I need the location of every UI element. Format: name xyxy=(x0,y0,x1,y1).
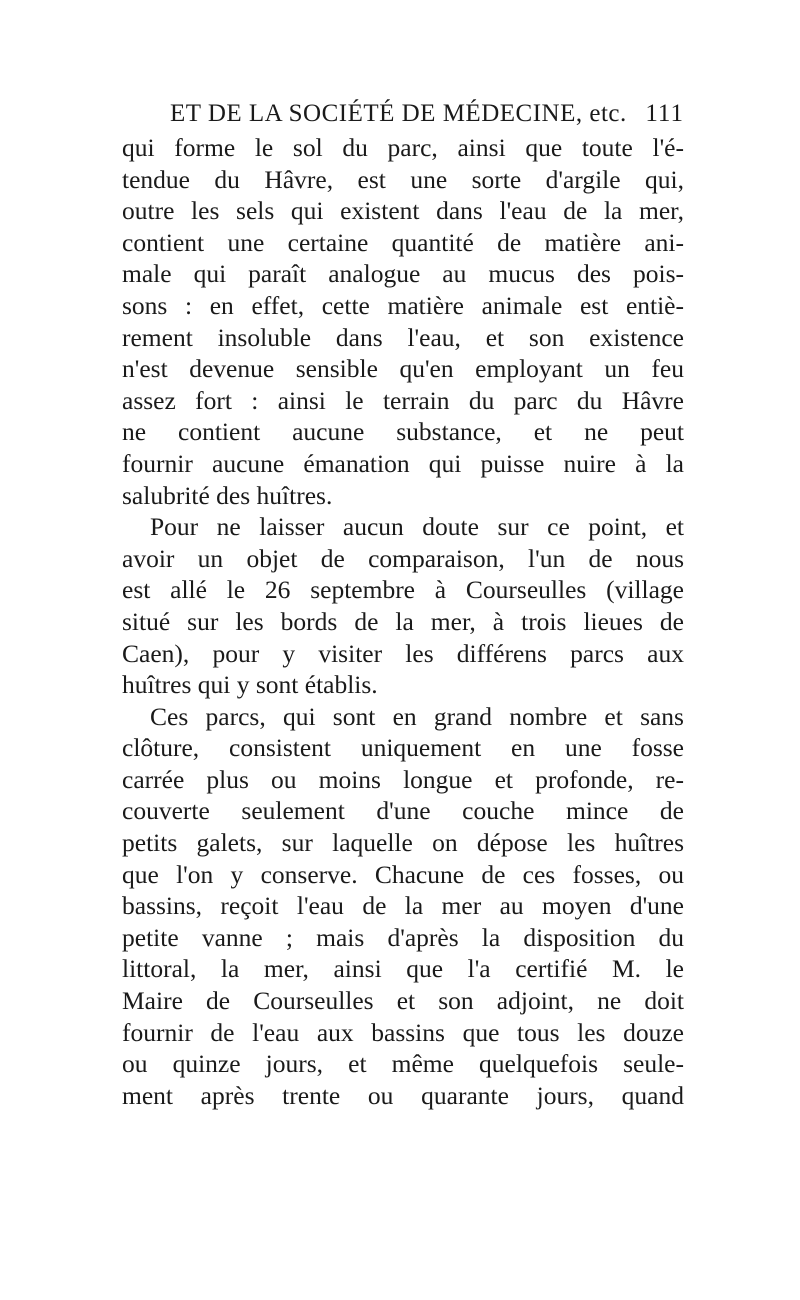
text-line: littoral, la mer, ainsi que l'a certifié M. le xyxy=(122,954,684,984)
text-line: petits galets, sur laquelle on dépose les huîtres xyxy=(122,828,684,858)
text-line: ment après trente ou quarante jours, quand xyxy=(122,1080,684,1110)
text-line: ne contient aucune substance, et ne peut xyxy=(122,417,684,447)
text-line: carrée plus ou moins longue et profonde, re- xyxy=(122,764,684,794)
text-line: situé sur les bords de la mer, à trois lieues de xyxy=(122,606,684,636)
text-line: clôture, consistent uniquement en une fosse xyxy=(122,733,684,763)
running-title: ET DE LA SOCIÉTÉ DE MÉDECINE, etc. xyxy=(170,100,627,127)
page-number: 111 xyxy=(645,100,684,127)
text-line: fournir de l'eau aux bassins que tous les douze xyxy=(122,1017,684,1047)
body-text xyxy=(122,132,684,1111)
text-line: couverte seulement d'une couche mince de xyxy=(122,796,684,826)
text-line: fournir aucune émanation qui puisse nuire à la xyxy=(122,448,684,478)
text-line: outre les sels qui existent dans l'eau de la mer, xyxy=(122,196,684,226)
text-line: tendue du Hâvre, est une sorte d'argile qui, xyxy=(122,164,684,194)
text-line: assez fort : ainsi le terrain du parc du Hâvre xyxy=(122,385,684,415)
text-line: Maire de Courseulles et son adjoint, ne doit xyxy=(122,986,684,1016)
text-line: male qui paraît analogue au mucus des pois- xyxy=(122,259,684,289)
text-line: huîtres qui y sont établis. xyxy=(122,670,378,700)
text-line: sons : en effet, cette matière animale est entiè- xyxy=(122,290,684,320)
text-line: est allé le 26 septembre à Courseulles (village xyxy=(122,575,684,605)
text-line: Caen), pour y visiter les différens parcs aux xyxy=(122,638,684,668)
text-line: Ces parcs, qui sont en grand nombre et sans xyxy=(150,701,684,731)
text-line: n'est devenue sensible qu'en employant un feu xyxy=(122,354,684,384)
text-line: petite vanne ; mais d'après la disposition du xyxy=(122,922,684,952)
running-head xyxy=(122,100,684,134)
text-line: que l'on y conserve. Chacune de ces fosses, ou xyxy=(122,859,684,889)
text-line: contient une certaine quantité de matière ani- xyxy=(122,227,684,257)
text-line: rement insoluble dans l'eau, et son existence xyxy=(122,322,684,352)
text-line: avoir un objet de comparaison, l'un de nous xyxy=(122,543,684,573)
text-line: salubrité des huîtres. xyxy=(122,480,333,510)
text-line: ou quinze jours, et même quelquefois seule- xyxy=(122,1049,684,1079)
text-line: bassins, reçoit l'eau de la mer au moyen d'une xyxy=(122,891,684,921)
text-line: qui forme le sol du parc, ainsi que toute l'é- xyxy=(122,133,684,162)
text-line: Pour ne laisser aucun doute sur ce point, et xyxy=(150,512,684,542)
